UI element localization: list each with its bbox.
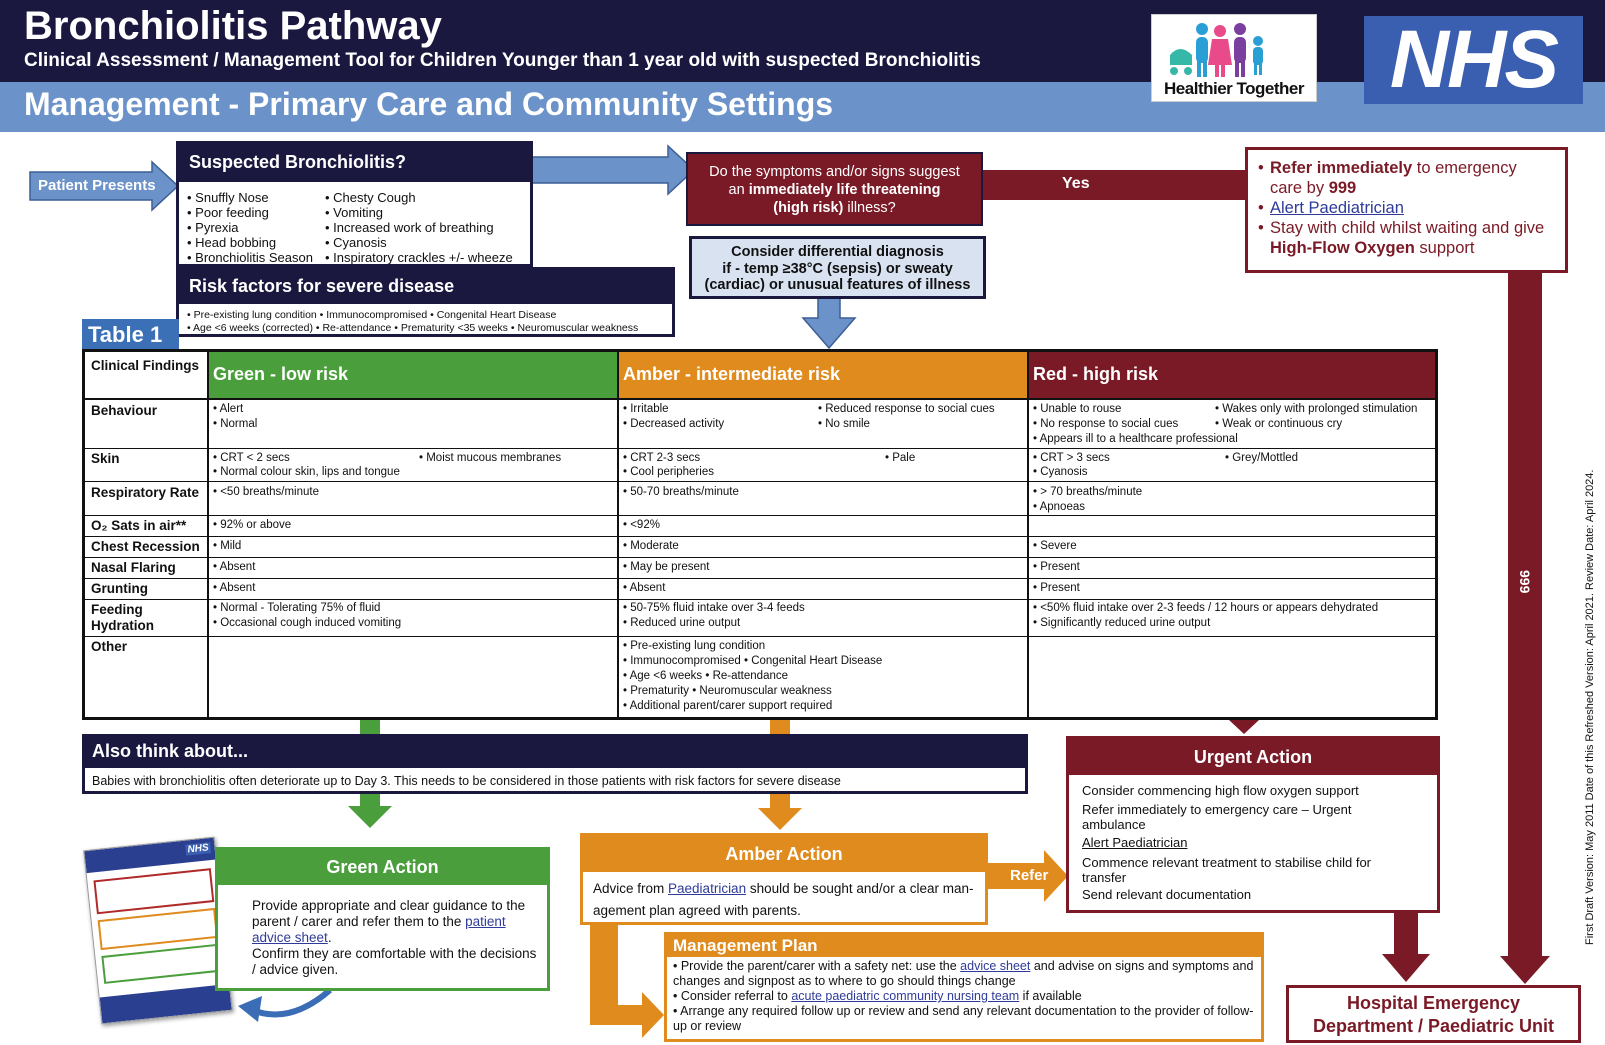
- row-label-feeding: Feeding Hydration: [91, 602, 155, 633]
- plan-bullet-2: • Consider referral to acute paediatric community nursing team if available: [673, 989, 1082, 1003]
- leaflet-return-arrow: [252, 990, 330, 1015]
- risk-line-1: • Pre-existing lung condition • Immunocompromised • Congenital Heart Disease: [187, 309, 557, 321]
- list-item: • Vomiting: [325, 205, 384, 220]
- green-down-arrow: [348, 790, 392, 828]
- list-item: • Inspiratory crackles +/- wheeze: [325, 250, 513, 265]
- amber-other: • Pre-existing lung condition • Immunocompromised • Congenital Heart Disease • Age <6 weeks • Re-attendance • Prematurity • Neuromuscular weakness • Additional parent/carer support required: [623, 640, 883, 712]
- patient-presents-label: Patient Presents: [38, 177, 156, 194]
- risk-line-2: • Age <6 weeks (corrected) • Re-attendance • Prematurity <35 weeks • Neuromuscular weakness: [187, 322, 639, 334]
- green-feed: • Normal - Tolerating 75% of fluid • Occasional cough induced vomiting: [213, 602, 402, 629]
- also-think-title: Also think about...: [92, 741, 248, 761]
- suspected-box: [176, 141, 533, 267]
- question-line-1: Do the symptoms and/or signs suggest: [709, 164, 960, 180]
- amber-chest: • Moderate: [623, 540, 679, 552]
- row-label-skin: Skin: [91, 451, 120, 466]
- row-divider: [85, 448, 1435, 449]
- amber-skin-3: • Cool peripheries: [623, 466, 714, 478]
- row-label-other: Other: [91, 639, 128, 654]
- community-nursing-team-link[interactable]: acute paediatric community nursing team: [791, 989, 1020, 1003]
- green-action-box: [215, 847, 550, 991]
- refer-label: Refer: [1010, 867, 1049, 884]
- urgent-to-hospital-bar: [1394, 912, 1418, 956]
- risk-box: [176, 267, 675, 337]
- amber-skin-1: • CRT 2-3 secs: [623, 452, 701, 464]
- urgent-line-1: Consider commencing high flow oxygen support: [1082, 783, 1359, 798]
- row-label-respiratory: Respiratory Rate: [91, 485, 200, 500]
- suspected-title-bar: [179, 144, 530, 182]
- green-resp: • <50 breaths/minute: [213, 486, 319, 498]
- clinical-findings-header: Clinical Findings: [91, 358, 200, 373]
- also-think-title-bar: [85, 737, 1025, 768]
- refer-item-3: • Stay with child whilst waiting and give High-Flow Oxygen support: [1258, 219, 1545, 257]
- red-grunt: • Present: [1033, 582, 1080, 594]
- amber-grunt: • Absent: [623, 582, 666, 594]
- amber-sats: • <92%: [623, 519, 660, 531]
- plan-bullet-3: • Arrange any required follow up or review and send any relevant documentation to the provider of follow-up or review: [673, 1004, 1254, 1033]
- management-plan-text: [673, 959, 1259, 1034]
- page-title: Bronchiolitis Pathway: [24, 4, 442, 48]
- label-999: 999: [1517, 570, 1533, 594]
- table-label-tab: [82, 319, 179, 351]
- management-plan-title: Management Plan: [673, 936, 818, 955]
- list-item: • Snuffly Nose: [187, 190, 269, 205]
- urgent-action-title-bar: [1069, 739, 1437, 775]
- amber-feed: • 50-75% fluid intake over 3-4 feeds • Reduced urine output: [623, 602, 805, 629]
- differential-line-2: if - temp ≥38°C (sepsis) or sweaty: [722, 260, 953, 277]
- hospital-box: [1286, 985, 1581, 1043]
- amber-nasal: • May be present: [623, 561, 710, 573]
- differential-line-3: (cardiac) or unusual features of illness: [704, 277, 971, 293]
- urgent-action-box: [1066, 736, 1440, 913]
- table-label: Table 1: [88, 322, 163, 347]
- red-feed: • <50% fluid intake over 2-3 feeds / 12 hours or appears dehydrated • Significantly reduced urine output: [1033, 602, 1379, 629]
- red-skin-1: • CRT > 3 secs: [1033, 452, 1110, 464]
- arrow-999-head: [1500, 956, 1550, 984]
- red-nasal: • Present: [1033, 561, 1080, 573]
- row-divider: [85, 515, 1435, 516]
- version-note: First Draft Version: May 2011 Date of this Refreshed Version: April 2021. Review Date: April 2024.: [1584, 469, 1596, 945]
- urgent-line-4: Commence relevant treatment to stabilise child for transfer: [1082, 855, 1372, 885]
- hospital-line-2: Department / Paediatric Unit: [1312, 1016, 1555, 1036]
- urgent-action-title: Urgent Action: [1193, 747, 1313, 767]
- urgent-line-5: Send relevant documentation: [1082, 887, 1252, 902]
- list-item: • Pyrexia: [187, 220, 239, 235]
- row-divider: [85, 578, 1435, 579]
- life-threatening-question-box: [686, 152, 983, 226]
- leaflet-return-arrow-head: [238, 996, 262, 1022]
- list-item: • Chesty Cough: [325, 190, 416, 205]
- amber-resp: • 50-70 breaths/minute: [623, 486, 739, 498]
- urgent-to-hospital-arrow: [1382, 954, 1430, 982]
- differential-box: [689, 236, 986, 299]
- green-chest: • Mild: [213, 540, 242, 552]
- suspected-col1: [187, 190, 313, 265]
- row-divider: [85, 481, 1435, 482]
- suspected-col2: [325, 190, 513, 265]
- suspected-title: Suspected Bronchiolitis?: [189, 152, 407, 172]
- row-divider: [85, 557, 1435, 558]
- patient-advice-sheet-link[interactable]: patient advice sheet: [252, 914, 506, 945]
- row-divider: [85, 599, 1435, 600]
- green-action-title-bar: [218, 850, 547, 885]
- healthier-together-label: Healthier Together: [1164, 79, 1304, 98]
- row-label-nasal: Nasal Flaring: [91, 560, 176, 575]
- manage-label: Manage: [572, 972, 589, 1028]
- page-subtitle: Clinical Assessment / Management Tool for Children Younger than 1 year old with suspected Bronchiolitis: [24, 50, 981, 71]
- row-label-sats: O₂ Sats in air**: [91, 518, 187, 533]
- amber-header: Amber - intermediate risk: [623, 364, 841, 384]
- amber-action-text: Advice from Paediatrician should be sought and/or a clear man-agement plan agreed with parents.: [593, 881, 974, 918]
- suspected-to-question-arrow: [532, 146, 694, 194]
- refer-item-1: • Refer immediately to emergency care by 999: [1258, 159, 1517, 197]
- red-resp: • > 70 breaths/minute • Apnoeas: [1033, 486, 1143, 513]
- red-behaviour-2: • Wakes only with prolonged stimulation • Weak or continuous cry: [1215, 403, 1418, 430]
- list-item: • Poor feeding: [187, 205, 269, 220]
- row-divider: [85, 636, 1435, 637]
- leaflet-green-section: [101, 944, 221, 984]
- row-label-behaviour: Behaviour: [91, 403, 158, 418]
- green-action-title: Green Action: [326, 857, 439, 877]
- red-chest: • Severe: [1033, 540, 1077, 552]
- yes-arrow-bar: [981, 170, 1245, 200]
- leaflet-red-section: [93, 868, 214, 914]
- list-item: • Increased work of breathing: [325, 220, 494, 235]
- refer-item-2: • Alert Paediatrician: [1258, 199, 1404, 217]
- refer-immediately-box: [1245, 147, 1568, 273]
- hospital-line-1: Hospital Emergency: [1346, 993, 1521, 1013]
- differential-line-1: Consider differential diagnosis: [731, 244, 944, 260]
- management-plan-box: [664, 932, 1264, 1042]
- risk-table: [82, 349, 1438, 720]
- row-divider: [85, 536, 1435, 537]
- management-plan-title-bar: [667, 935, 1261, 957]
- row-divider: [85, 398, 1435, 400]
- urgent-alert-paediatrician-link[interactable]: Alert Paediatrician: [1082, 835, 1188, 850]
- red-behaviour: • Unable to rouse • No response to social cues • Appears ill to a healthcare professional: [1033, 403, 1238, 445]
- row-label-chest: Chest Recession: [91, 539, 200, 554]
- green-connector-top: [360, 720, 380, 734]
- green-nasal: • Absent: [213, 561, 256, 573]
- question-line-2: an immediately life threatening: [728, 182, 941, 198]
- col-divider: [1027, 352, 1029, 717]
- amber-action-box: [580, 833, 988, 925]
- col-divider: [617, 352, 619, 717]
- risk-title: Risk factors for severe disease: [189, 276, 455, 296]
- advice-leaflet-thumbnail: [83, 837, 233, 1025]
- green-header: Green - low risk: [213, 364, 349, 384]
- risk-title-bar: [179, 270, 672, 304]
- arrow-999-bar: [1508, 270, 1542, 958]
- amber-down-arrow: [758, 792, 802, 830]
- row-label-grunting: Grunting: [91, 581, 148, 596]
- amber-behaviour: • Irritable • Decreased activity: [623, 403, 725, 430]
- yes-label: Yes: [1062, 175, 1090, 192]
- green-action-text: Provide appropriate and clear guidance to the parent / carer and refer them to the patient advice sheet. Confirm they are comfortable with the decisions / advice given.: [252, 898, 537, 977]
- also-think-box: [82, 734, 1028, 794]
- green-skin-2: • Moist mucous membranes: [419, 452, 562, 464]
- alert-paediatrician-link[interactable]: Alert Paediatrician: [1270, 199, 1404, 217]
- green-sats: • 92% or above: [213, 519, 292, 531]
- nhs-logo-text: NHS: [1389, 14, 1558, 105]
- red-down-arrow: [1229, 720, 1259, 734]
- leaflet-amber-section: [98, 908, 218, 950]
- differential-down-arrow: [803, 298, 855, 348]
- amber-action-title-bar: [583, 836, 985, 872]
- list-item: • Bronchiolitis Season: [187, 250, 313, 265]
- green-skin-3: • Normal colour skin, lips and tongue: [213, 466, 400, 478]
- list-item: • Head bobbing: [187, 235, 277, 250]
- advice-sheet-link[interactable]: advice sheet: [960, 959, 1031, 973]
- also-think-text: Babies with bronchiolitis often deteriorate up to Day 3. This needs to be considered in those patients with risk factors for severe disease: [92, 774, 841, 788]
- plan-bullet-1: • Provide the parent/carer with a safety net: use the advice sheet and advise on signs and symptoms and changes and signpost as to where to go should things change: [673, 959, 1254, 988]
- list-item: • Cyanosis: [325, 235, 387, 250]
- green-grunt: • Absent: [213, 582, 256, 594]
- red-skin-2: • Grey/Mottled: [1225, 452, 1299, 464]
- red-header: Red - high risk: [1033, 364, 1159, 384]
- green-skin-1: • CRT < 2 secs: [213, 452, 290, 464]
- paediatrician-link[interactable]: Paediatrician: [668, 881, 747, 896]
- question-line-3: (high risk) illness?: [773, 200, 896, 216]
- amber-action-title: Amber Action: [725, 844, 843, 864]
- section-title: Management - Primary Care and Community Settings: [24, 86, 834, 122]
- red-skin-3: • Cyanosis: [1033, 466, 1088, 478]
- leaflet-nhs-logo: NHS: [187, 842, 210, 856]
- amber-skin-2: • Pale: [885, 452, 916, 464]
- amber-connector-top: [770, 720, 790, 734]
- green-behaviour: • Alert • Normal: [213, 403, 258, 430]
- col-divider: [207, 352, 209, 717]
- amber-behaviour-2: • Reduced response to social cues • No smile: [818, 403, 995, 430]
- urgent-line-2: Refer immediately to emergency care – Urgent ambulance: [1082, 802, 1352, 832]
